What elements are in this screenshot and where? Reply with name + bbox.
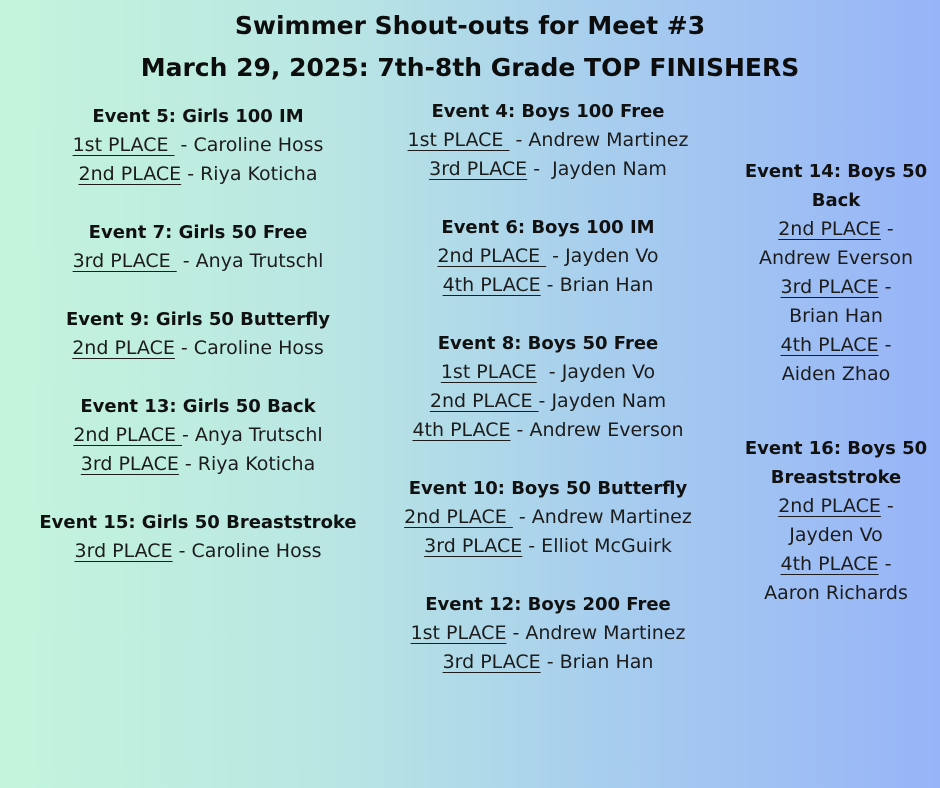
result-line [378, 648, 718, 677]
result-line [378, 619, 718, 648]
swimmer-name: - Jayden Nam [538, 390, 667, 412]
event-heading: Event 4: Boys 100 Free [431, 101, 665, 122]
swimmer-name: Andrew Everson [758, 247, 914, 269]
result-line [738, 492, 934, 521]
page-subtitle: March 29, 2025: 7th-8th Grade TOP FINISHERS [140, 53, 800, 82]
event-block [738, 157, 934, 389]
swimmer-name: - Andrew Martinez [509, 129, 689, 151]
event-spacer [28, 189, 368, 218]
result-line [378, 126, 718, 155]
result-line [378, 532, 718, 561]
place-label: 4th PLACE [780, 553, 879, 575]
swimmer-name: - Anya Trutschl [176, 250, 324, 272]
result-line [28, 421, 368, 450]
place-label: 3rd PLACE [780, 276, 879, 298]
swimmer-name: - Caroline Hoss [174, 337, 324, 359]
place-label: 3rd PLACE [424, 535, 523, 557]
event-block [738, 434, 934, 608]
event-block [378, 474, 718, 561]
result-line [28, 334, 368, 363]
place-label: 2nd PLACE [72, 337, 175, 359]
event-spacer [28, 363, 368, 392]
event-block [28, 102, 368, 189]
swimmer-name: - [880, 495, 894, 517]
place-label: 3rd PLACE [80, 453, 179, 475]
boys-events-column-right [738, 157, 934, 608]
result-line [738, 273, 934, 302]
place-label: 1st PLACE [407, 129, 510, 151]
swimmer-name: - [880, 218, 894, 240]
swimmer-name: - Brian Han [540, 651, 654, 673]
swimmer-name: - Jayden Vo [536, 361, 656, 383]
place-label: 3rd PLACE [72, 250, 177, 272]
event-heading: Event 8: Boys 50 Free [437, 333, 659, 354]
result-line [738, 215, 934, 244]
swimmer-name: - [878, 276, 892, 298]
place-label: 4th PLACE [412, 419, 511, 441]
event-block [28, 218, 368, 276]
place-label: 4th PLACE [780, 334, 879, 356]
event-spacer [378, 445, 718, 474]
swimmer-name: - Andrew Martinez [506, 622, 686, 644]
event-spacer [378, 184, 718, 213]
event-block [378, 213, 718, 300]
event-heading: Event 10: Boys 50 Butterfly [408, 478, 688, 499]
swimmer-name: - Anya Trutschl [182, 424, 323, 446]
event-block [378, 329, 718, 445]
result-line [378, 416, 718, 445]
event-spacer [28, 479, 368, 508]
girls-events-column [28, 102, 368, 566]
place-label: 2nd PLACE [73, 424, 183, 446]
place-label: 1st PLACE [440, 361, 537, 383]
event-heading: Event 12: Boys 200 Free [425, 594, 671, 615]
place-label: 3rd PLACE [74, 540, 173, 562]
place-label: 2nd PLACE [78, 163, 182, 185]
place-label: 2nd PLACE [437, 245, 547, 267]
event-heading: Event 5: Girls 100 IM [92, 106, 304, 127]
place-label: 3rd PLACE [429, 158, 528, 180]
page-title: Swimmer Shout-outs for Meet #3 [234, 11, 706, 40]
place-label: 2nd PLACE [404, 506, 513, 528]
swimmer-name: - Elliot McGuirk [522, 535, 672, 557]
swimmer-name: Brian Han [789, 305, 883, 327]
swimmer-name: - Brian Han [540, 274, 654, 296]
event-heading: Event 14: Boys 50 Back [744, 161, 928, 211]
event-heading: Event 16: Boys 50 Breaststroke [744, 438, 928, 488]
swimmer-name: Aaron Richards [764, 582, 908, 604]
result-line [28, 131, 368, 160]
event-heading: Event 15: Girls 50 Breaststroke [39, 512, 357, 533]
boys-events-column [378, 97, 718, 677]
event-spacer [28, 276, 368, 305]
swimmer-name: - Riya Koticha [178, 453, 316, 475]
swimmer-name: - Caroline Hoss [172, 540, 322, 562]
swimmer-name: - [878, 553, 892, 575]
swimmer-name: - Caroline Hoss [174, 134, 324, 156]
result-line [28, 160, 368, 189]
event-spacer [738, 389, 934, 434]
result-line [378, 271, 718, 300]
swimmer-name: - Jayden Vo [546, 245, 659, 267]
place-label: 2nd PLACE [778, 495, 881, 517]
event-heading: Event 13: Girls 50 Back [80, 396, 316, 417]
swimmer-name: - Andrew Everson [510, 419, 684, 441]
result-line [738, 331, 934, 360]
event-heading: Event 9: Girls 50 Butterfly [65, 309, 331, 330]
event-block [378, 590, 718, 677]
event-block [378, 97, 718, 184]
result-line [378, 503, 718, 532]
place-label: 2nd PLACE [429, 390, 539, 412]
result-line [378, 155, 718, 184]
result-line [378, 242, 718, 271]
swimmer-name: - [878, 334, 892, 356]
swimmer-name: - Jayden Nam [527, 158, 667, 180]
event-heading: Event 7: Girls 50 Free [88, 222, 308, 243]
swimmer-name: Aiden Zhao [781, 363, 891, 385]
place-label: 1st PLACE [410, 622, 507, 644]
swimmer-name: - Andrew Martinez [512, 506, 692, 528]
event-spacer [378, 300, 718, 329]
swimmer-name: - Riya Koticha [181, 163, 318, 185]
result-line [28, 247, 368, 276]
event-block [28, 305, 368, 363]
event-spacer [378, 561, 718, 590]
place-label: 4th PLACE [442, 274, 541, 296]
place-label: 3rd PLACE [442, 651, 541, 673]
result-line [378, 387, 718, 416]
event-heading: Event 6: Boys 100 IM [441, 217, 655, 238]
result-line [28, 450, 368, 479]
place-label: 1st PLACE [72, 134, 175, 156]
result-line [738, 550, 934, 579]
swimmer-name: Jayden Vo [789, 524, 883, 546]
result-line [378, 358, 718, 387]
result-line [28, 537, 368, 566]
event-block [28, 392, 368, 479]
event-block [28, 508, 368, 566]
place-label: 2nd PLACE [778, 218, 881, 240]
